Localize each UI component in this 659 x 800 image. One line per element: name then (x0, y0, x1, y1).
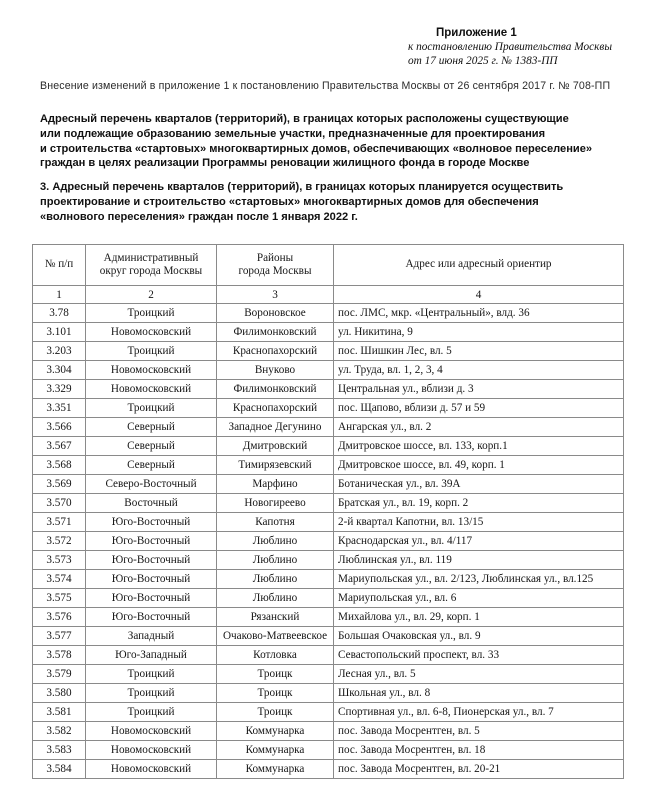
cell-raion: Коммунарка (217, 741, 334, 760)
table-row (33, 304, 624, 323)
amendment-intro-line: Внесение изменений в приложение 1 к постановлению Правительства Москвы от 26 сентября 2017 г. № 708-ПП (40, 80, 611, 92)
cell-number: 3.579 (33, 665, 86, 684)
cell-raion: Вороновское (217, 304, 334, 323)
cell-raion: Троицк (217, 665, 334, 684)
cell-number: 3.583 (33, 741, 86, 760)
table-row (33, 323, 624, 342)
table-body (33, 304, 624, 779)
table-row (33, 627, 624, 646)
column-number-3: 3 (217, 286, 334, 304)
cell-address: 2-й квартал Капотни, вл. 13/15 (334, 513, 624, 532)
section-heading-line: 3. Адресный перечень кварталов (территорий), в границах которых планируется осуществить (40, 181, 564, 193)
cell-okrug: Северный (86, 418, 217, 437)
cell-raion: Люблино (217, 570, 334, 589)
section-heading-line: проектирование и строительство «стартовых» многоквартирных домов для обеспечения (40, 195, 539, 208)
cell-raion: Рязанский (217, 608, 334, 627)
table-row (33, 532, 624, 551)
cell-okrug: Северо-Восточный (86, 475, 217, 494)
cell-number: 3.203 (33, 342, 86, 361)
cell-address: Мариупольская ул., вл. 2/123, Люблинская ул., вл.125 (334, 570, 624, 589)
column-header-okrug (86, 245, 217, 286)
cell-address: пос. Завода Мосрентген, вл. 18 (334, 741, 624, 760)
cell-raion: Внуково (217, 361, 334, 380)
cell-okrug: Новомосковский (86, 323, 217, 342)
cell-okrug: Новомосковский (86, 741, 217, 760)
cell-raion: Дмитровский (217, 437, 334, 456)
table-row (33, 475, 624, 494)
cell-okrug: Троицкий (86, 684, 217, 703)
cell-number: 3.329 (33, 380, 86, 399)
cell-number: 3.582 (33, 722, 86, 741)
cell-okrug: Юго-Восточный (86, 608, 217, 627)
cell-okrug: Новомосковский (86, 380, 217, 399)
table-row (33, 399, 624, 418)
cell-number: 3.581 (33, 703, 86, 722)
column-header-number-line1: № п/п (44, 258, 74, 271)
cell-okrug: Юго-Восточный (86, 570, 217, 589)
cell-number: 3.580 (33, 684, 86, 703)
cell-number: 3.351 (33, 399, 86, 418)
cell-raion: Капотня (217, 513, 334, 532)
table-header (33, 245, 624, 304)
cell-raion: Краснопахорский (217, 342, 334, 361)
cell-number: 3.574 (33, 570, 86, 589)
table-row (33, 684, 624, 703)
headline-line: Адресный перечень кварталов (территорий), в границах которых расположены существующие (40, 113, 569, 125)
table-row (33, 589, 624, 608)
column-number-row (33, 286, 624, 304)
cell-number: 3.584 (33, 760, 86, 779)
appendix-reference-line-2: от 17 июня 2025 г. № 1383-ПП (408, 54, 558, 67)
table-row (33, 741, 624, 760)
cell-address: ул. Никитина, 9 (334, 323, 624, 342)
column-header-raion-line1: Районы (256, 251, 294, 264)
cell-address: Центральная ул., вблизи д. 3 (334, 380, 624, 399)
cell-address: Дмитровское шоссе, вл. 133, корп.1 (334, 437, 624, 456)
cell-okrug: Юго-Восточный (86, 551, 217, 570)
cell-number: 3.566 (33, 418, 86, 437)
table-row (33, 342, 624, 361)
column-header-okrug-line1: Административный (103, 251, 199, 264)
column-header-okrug-line2: округ города Москвы (99, 265, 203, 277)
cell-number: 3.572 (33, 532, 86, 551)
cell-okrug: Троицкий (86, 703, 217, 722)
cell-number: 3.568 (33, 456, 86, 475)
cell-raion: Коммунарка (217, 722, 334, 741)
cell-address: Мариупольская ул., вл. 6 (334, 589, 624, 608)
address-registry-table (32, 244, 624, 779)
cell-okrug: Юго-Восточный (86, 589, 217, 608)
document-headline (40, 112, 640, 171)
cell-okrug: Троицкий (86, 342, 217, 361)
section-heading-line: «волнового переселения» граждан после 1 января 2022 г. (40, 210, 358, 223)
column-header-address-line1: Адрес или адресный ориентир (405, 258, 552, 271)
table-row (33, 570, 624, 589)
section-3-heading (40, 180, 640, 224)
cell-okrug: Троицкий (86, 399, 217, 418)
cell-raion: Марфино (217, 475, 334, 494)
cell-raion: Люблино (217, 551, 334, 570)
column-number-4: 4 (334, 286, 624, 304)
cell-raion: Троицк (217, 703, 334, 722)
cell-okrug: Троицкий (86, 665, 217, 684)
table-row (33, 665, 624, 684)
cell-number: 3.570 (33, 494, 86, 513)
cell-okrug: Троицкий (86, 304, 217, 323)
cell-address: пос. Щапово, вблизи д. 57 и 59 (334, 399, 624, 418)
cell-raion: Люблино (217, 589, 334, 608)
cell-number: 3.575 (33, 589, 86, 608)
cell-address: Лесная ул., вл. 5 (334, 665, 624, 684)
cell-address: Люблинская ул., вл. 119 (334, 551, 624, 570)
cell-address: Школьная ул., вл. 8 (334, 684, 624, 703)
cell-okrug: Западный (86, 627, 217, 646)
cell-okrug: Юго-Западный (86, 646, 217, 665)
cell-raion: Люблино (217, 532, 334, 551)
cell-number: 3.578 (33, 646, 86, 665)
appendix-title: Приложение 1 (436, 27, 517, 39)
cell-raion: Западное Дегунино (217, 418, 334, 437)
table-row (33, 722, 624, 741)
cell-raion: Коммунарка (217, 760, 334, 779)
table-row (33, 513, 624, 532)
headline-line: или подлежащие образованию земельные участки, предназначенные для проектирования (40, 127, 546, 140)
cell-okrug: Восточный (86, 494, 217, 513)
cell-address: Ангарская ул., вл. 2 (334, 418, 624, 437)
headline-line: и строительства «стартовых» многоквартирных домов, обеспечивающих «волновое переселение» (40, 142, 593, 155)
cell-number: 3.78 (33, 304, 86, 323)
cell-address: Севастопольский проспект, вл. 33 (334, 646, 624, 665)
cell-raion: Филимонковский (217, 323, 334, 342)
cell-number: 3.569 (33, 475, 86, 494)
table-row (33, 703, 624, 722)
cell-address: Дмитровское шоссе, вл. 49, корп. 1 (334, 456, 624, 475)
cell-address: Большая Очаковская ул., вл. 9 (334, 627, 624, 646)
cell-raion: Очаково-Матвеевское (217, 627, 334, 646)
table-row (33, 608, 624, 627)
cell-raion: Новогиреево (217, 494, 334, 513)
cell-raion: Троицк (217, 684, 334, 703)
cell-okrug: Северный (86, 437, 217, 456)
cell-address: Краснодарская ул., вл. 4/117 (334, 532, 624, 551)
cell-okrug: Юго-Восточный (86, 532, 217, 551)
table-row (33, 551, 624, 570)
cell-okrug: Новомосковский (86, 722, 217, 741)
cell-raion: Тимирязевский (217, 456, 334, 475)
table-row (33, 494, 624, 513)
table-row (33, 646, 624, 665)
cell-number: 3.576 (33, 608, 86, 627)
cell-number: 3.577 (33, 627, 86, 646)
table-row (33, 437, 624, 456)
column-header-address (334, 245, 624, 286)
column-number-1: 1 (33, 286, 86, 304)
cell-address: пос. Завода Мосрентген, вл. 5 (334, 722, 624, 741)
cell-address: пос. Завода Мосрентген, вл. 20-21 (334, 760, 624, 779)
cell-okrug: Юго-Восточный (86, 513, 217, 532)
address-registry-table-wrapper (32, 244, 623, 779)
cell-okrug: Новомосковский (86, 361, 217, 380)
cell-raion: Филимонковский (217, 380, 334, 399)
cell-address: Братская ул., вл. 19, корп. 2 (334, 494, 624, 513)
column-header-raion-line2: города Москвы (238, 265, 312, 277)
column-number-2: 2 (86, 286, 217, 304)
appendix-reference-line-1: к постановлению Правительства Москвы (408, 41, 612, 53)
cell-address: Ботаническая ул., вл. 39А (334, 475, 624, 494)
cell-address: ул. Труда, вл. 1, 2, 3, 4 (334, 361, 624, 380)
table-row (33, 418, 624, 437)
cell-address: Спортивная ул., вл. 6-8, Пионерская ул., вл. 7 (334, 703, 624, 722)
headline-line: граждан в целях реализации Программы реновации жилищного фонда в городе Москве (40, 157, 530, 170)
cell-address: пос. ЛМС, мкр. «Центральный», влд. 36 (334, 304, 624, 323)
table-row (33, 760, 624, 779)
cell-address: пос. Шишкин Лес, вл. 5 (334, 342, 624, 361)
appendix-heading-block (408, 26, 640, 68)
cell-number: 3.567 (33, 437, 86, 456)
table-header-row (33, 245, 624, 286)
table-row (33, 380, 624, 399)
column-header-raion (217, 245, 334, 286)
table-row (33, 456, 624, 475)
cell-raion: Котловка (217, 646, 334, 665)
column-header-number (33, 245, 86, 286)
cell-okrug: Северный (86, 456, 217, 475)
cell-number: 3.304 (33, 361, 86, 380)
cell-raion: Краснопахорский (217, 399, 334, 418)
cell-number: 3.101 (33, 323, 86, 342)
cell-number: 3.573 (33, 551, 86, 570)
cell-okrug: Новомосковский (86, 760, 217, 779)
cell-address: Михайлова ул., вл. 29, корп. 1 (334, 608, 624, 627)
table-row (33, 361, 624, 380)
cell-number: 3.571 (33, 513, 86, 532)
